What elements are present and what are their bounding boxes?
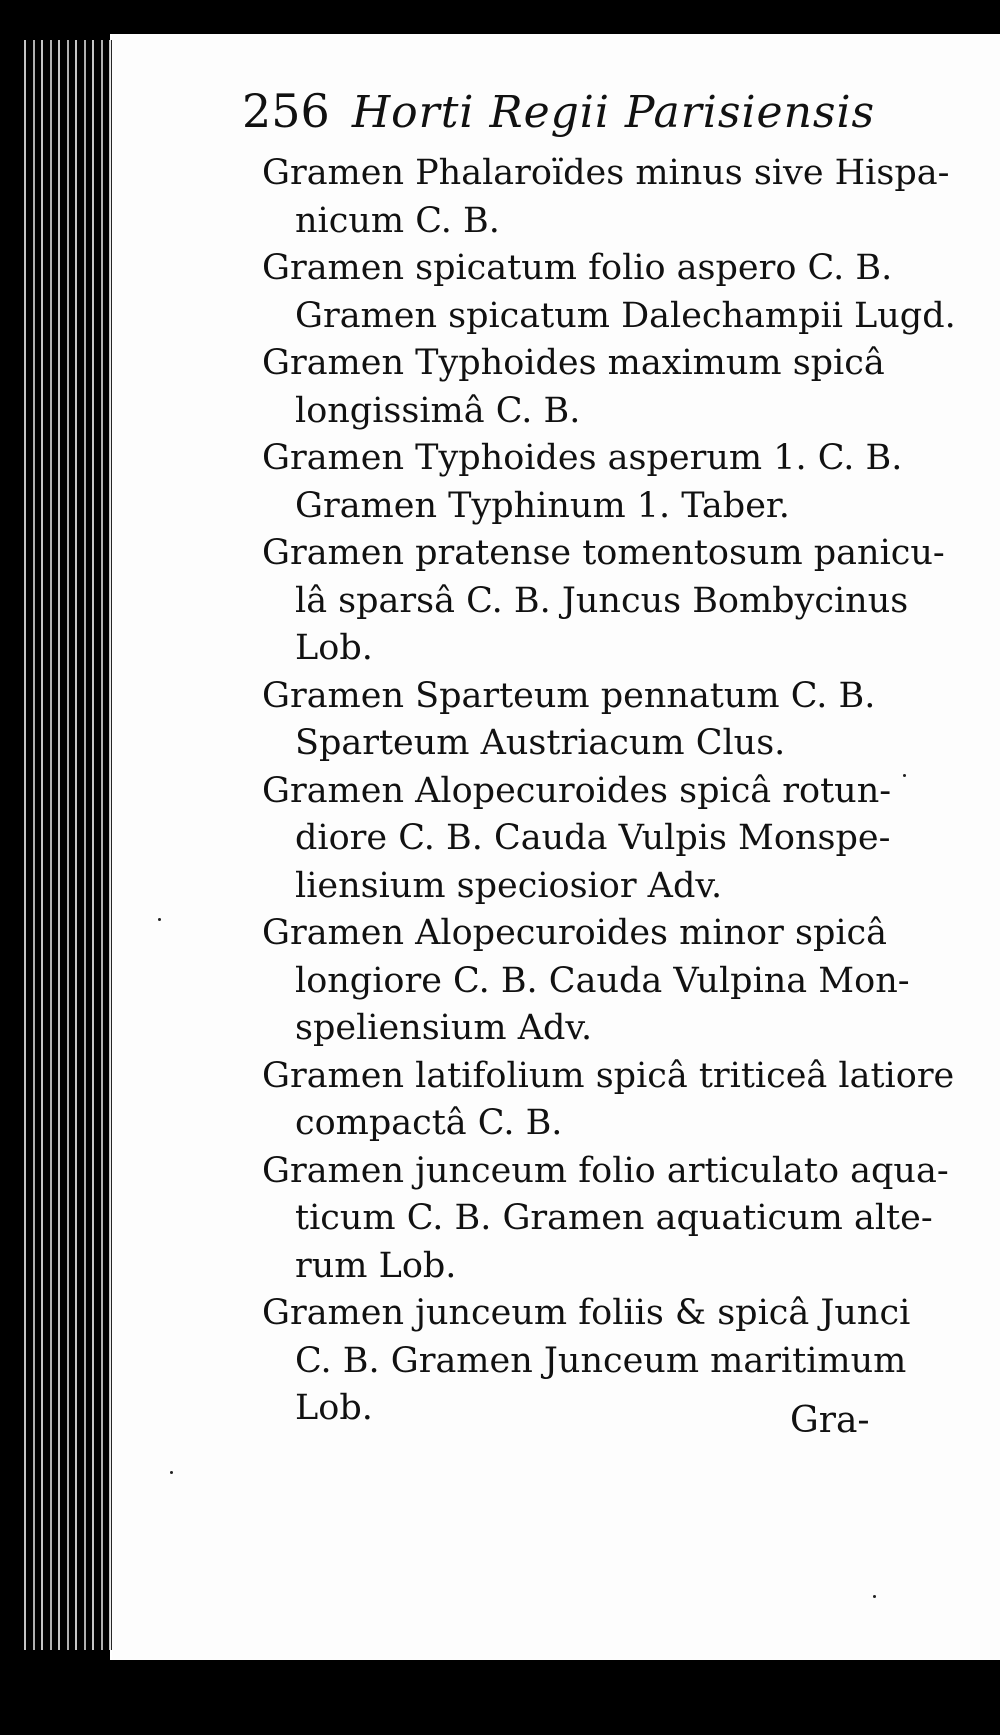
entry-line: rum Lob. [295,1245,457,1286]
entry-line: Gramen Typhinum 1. Taber. [295,485,790,526]
entry-line: C. B. Gramen Junceum maritimum [295,1340,907,1381]
entry-line: diore C. B. Cauda Vulpis Monspe- [295,818,891,858]
entry-line: speliensium Adv. [295,1008,593,1048]
scan-border-top [0,0,1000,34]
entry-line: nicum C. B. [295,200,500,241]
entry-line: lâ sparsâ C. B. Juncus Bombycinus [295,580,909,621]
entry [262,435,922,530]
entry-line: longissimâ C. B. [295,390,581,431]
entry-line: Gramen spicatum folio aspero C. B. [262,248,893,288]
text-block [242,84,956,1433]
ink-speck [158,918,161,921]
entry-list [262,150,956,1433]
entry-line: ticum C. B. Gramen aquaticum alte- [295,1198,933,1238]
ink-speck [903,774,906,777]
entry [262,245,956,340]
entry-line: Gramen pratense tomentosum panicu- [262,533,945,573]
ink-speck [873,1595,876,1598]
entry-line: Gramen Alopecuroides spicâ rotun- [262,770,892,811]
entry-line: Gramen spicatum Dalechampii Lugd. [295,295,956,336]
page-number: 256 [242,84,330,138]
entry [262,1053,955,1148]
ink-speck [170,1471,173,1474]
entry [262,1148,949,1291]
entry [262,340,922,435]
entry-line: Gramen Sparteum pennatum C. B. [262,675,876,716]
entry-line: longiore C. B. Cauda Vulpina Mon- [295,960,910,1001]
entry-line: Gramen latifolium spicâ triticeâ latiore [262,1055,955,1096]
entry [262,673,922,768]
running-title: Horti Regii Parisiensis [351,87,876,138]
entry-line: Gramen junceum foliis & spicâ Junci [262,1293,911,1333]
entry-line: liensium speciosior Adv. [295,865,723,906]
entry [262,150,950,245]
catchword: Gra- [790,1400,870,1441]
scan-border-bottom [0,1660,1000,1735]
entry [262,530,945,673]
entry-line: Gramen Typhoides asperum 1. C. B. [262,438,903,478]
entry-line: Gramen Phalaroïdes minus sive Hispa- [262,153,950,193]
entry-line: Gramen Typhoides maximum spicâ [262,343,885,383]
entry-line: Lob. [295,628,373,668]
page-header [242,84,922,150]
entry-line: Gramen Alopecuroides minor spicâ [262,913,888,953]
entry-line: Gramen junceum folio articulato aqua- [262,1150,949,1191]
entry-line: Lob. [295,1388,373,1428]
page-edges [18,40,113,1650]
entry-line: Sparteum Austriacum Clus. [295,723,786,763]
entry [262,910,922,1053]
entry-line: compactâ C. B. [295,1103,563,1143]
entry [262,768,922,911]
